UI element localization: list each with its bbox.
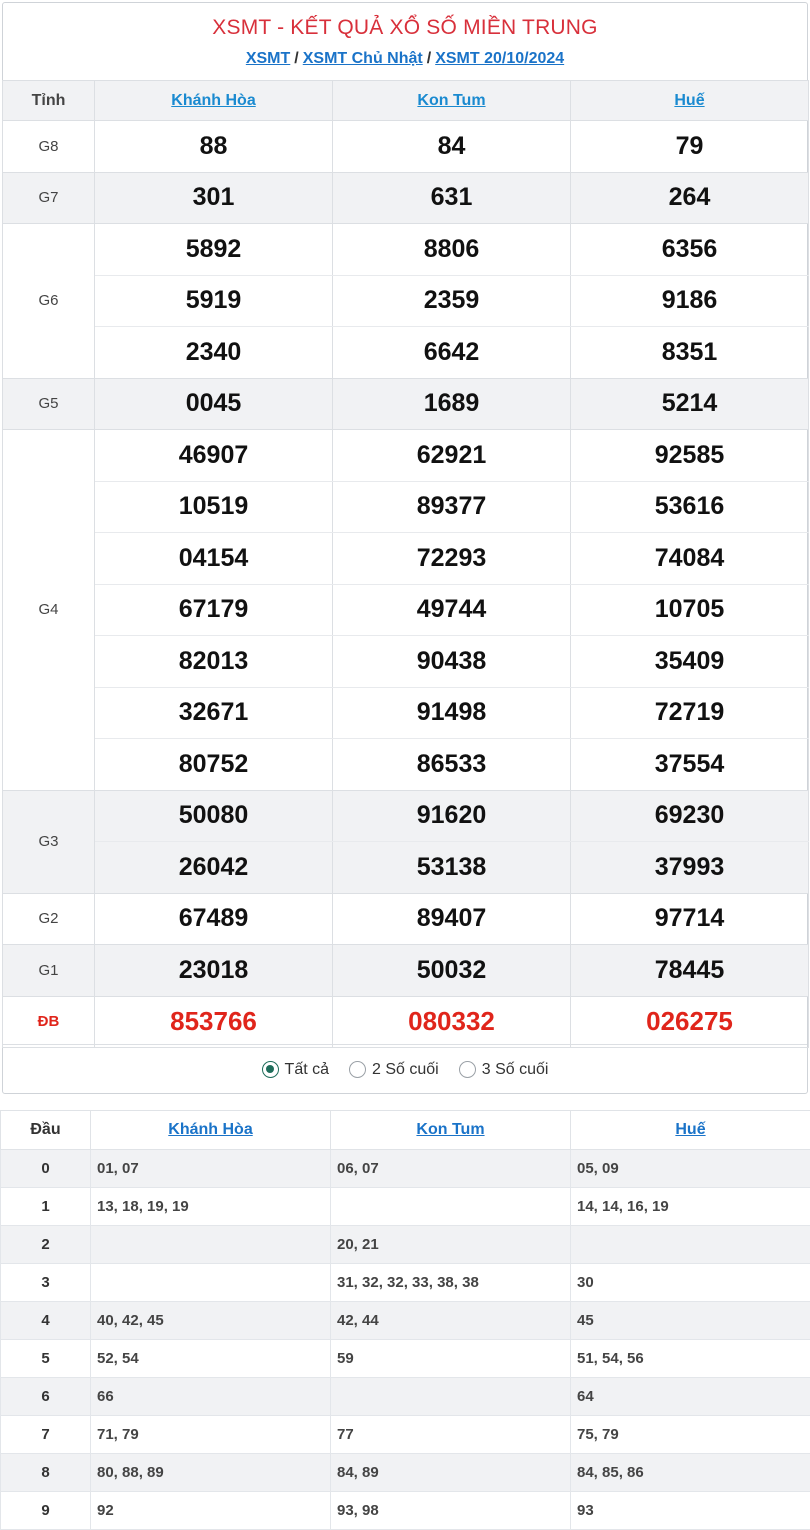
- column-header-tinh: Tỉnh: [3, 81, 95, 121]
- prize-number: 9186: [571, 275, 809, 327]
- prize-row: [3, 739, 809, 791]
- prize-number: 5214: [571, 378, 809, 430]
- prize-number: 37993: [571, 842, 809, 894]
- prize-label: G1: [3, 945, 95, 997]
- loto-row: [1, 1378, 810, 1416]
- loto-tail-numbers: [91, 1226, 331, 1264]
- prize-number: 86533: [333, 739, 571, 791]
- prize-row: [3, 790, 809, 842]
- prize-number: 80752: [95, 739, 333, 791]
- prize-number: 5919: [95, 275, 333, 327]
- loto-tail-numbers: 80, 88, 89: [91, 1454, 331, 1492]
- loto-row: [1, 1416, 810, 1454]
- loto-head-digit: 0: [1, 1150, 91, 1188]
- prize-row: [3, 121, 809, 173]
- prize-number: 78445: [571, 945, 809, 997]
- prize-label: ĐB: [3, 996, 95, 1048]
- loto-tail-numbers: 45: [571, 1302, 810, 1340]
- prize-number: 37554: [571, 739, 809, 791]
- column-header-dau: Đầu: [1, 1111, 91, 1150]
- breadcrumb-separator: /: [294, 50, 299, 67]
- results-header: [3, 3, 807, 80]
- province-link-hue[interactable]: Huế: [674, 91, 705, 109]
- column-header-province: [331, 1111, 571, 1150]
- prize-number: 10705: [571, 584, 809, 636]
- loto-tail-numbers: 31, 32, 32, 33, 38, 38: [331, 1264, 571, 1302]
- prize-label: G6: [3, 224, 95, 379]
- breadcrumb-link-xsmt-date[interactable]: XSMT 20/10/2024: [435, 50, 565, 67]
- breadcrumb: [3, 49, 807, 69]
- prize-row: [3, 842, 809, 894]
- prize-number: 10519: [95, 481, 333, 533]
- prize-number: 88: [95, 121, 333, 173]
- loto-province-link-khanh-hoa[interactable]: Khánh Hòa: [168, 1121, 253, 1138]
- loto-tail-numbers: 20, 21: [331, 1226, 571, 1264]
- loto-head-digit: 2: [1, 1226, 91, 1264]
- prize-row: [3, 893, 809, 945]
- loto-row: [1, 1340, 810, 1378]
- prize-row: [3, 687, 809, 739]
- loto-tail-numbers: 13, 18, 19, 19: [91, 1188, 331, 1226]
- column-header-province: [571, 81, 809, 121]
- prize-number: 91620: [333, 790, 571, 842]
- radio-icon[interactable]: [349, 1061, 366, 1078]
- prize-number: 0045: [95, 378, 333, 430]
- prize-label: G8: [3, 121, 95, 173]
- breadcrumb-link-xsmt[interactable]: XSMT: [245, 50, 291, 67]
- province-link-kon-tum[interactable]: Kon Tum: [417, 91, 486, 109]
- loto-tail-numbers: 64: [571, 1378, 810, 1416]
- loto-head-table: [0, 1110, 810, 1530]
- prize-number: 84: [333, 121, 571, 173]
- loto-row: [1, 1264, 810, 1302]
- loto-row: [1, 1188, 810, 1226]
- filter-option-all[interactable]: [262, 1061, 329, 1079]
- prize-row: [3, 636, 809, 688]
- prize-number: 35409: [571, 636, 809, 688]
- column-header-province: [95, 81, 333, 121]
- loto-head-digit: 8: [1, 1454, 91, 1492]
- prize-number: 72719: [571, 687, 809, 739]
- breadcrumb-separator: /: [426, 50, 432, 67]
- loto-row: [1, 1492, 810, 1530]
- loto-tail-numbers: 66: [91, 1378, 331, 1416]
- prize-number: 62921: [333, 430, 571, 482]
- prize-number: 26042: [95, 842, 333, 894]
- prize-number: 67179: [95, 584, 333, 636]
- prize-number: 69230: [571, 790, 809, 842]
- special-prize-number: 026275: [571, 996, 809, 1048]
- loto-head-digit: 7: [1, 1416, 91, 1454]
- prize-number: 46907: [95, 430, 333, 482]
- prize-number: 5892: [95, 224, 333, 276]
- prize-row: [3, 945, 809, 997]
- prize-number: 6356: [571, 224, 809, 276]
- loto-head-digit: 4: [1, 1302, 91, 1340]
- prize-label: G7: [3, 172, 95, 224]
- filter-option-2-digits[interactable]: [349, 1061, 439, 1079]
- loto-tail-numbers: 77: [331, 1416, 571, 1454]
- loto-tail-numbers: 71, 79: [91, 1416, 331, 1454]
- prize-row: [3, 224, 809, 276]
- prize-number: 97714: [571, 893, 809, 945]
- prize-row: [3, 172, 809, 224]
- prize-number: 72293: [333, 533, 571, 585]
- prize-number: 74084: [571, 533, 809, 585]
- loto-row: [1, 1302, 810, 1340]
- loto-head-digit: 6: [1, 1378, 91, 1416]
- column-header-province: [571, 1111, 810, 1150]
- results-panel: [2, 2, 808, 1094]
- prize-number: 32671: [95, 687, 333, 739]
- province-link-khanh-hoa[interactable]: Khánh Hòa: [171, 91, 256, 109]
- loto-tail-numbers: 93, 98: [331, 1492, 571, 1530]
- loto-tail-numbers: 06, 07: [331, 1150, 571, 1188]
- prize-number: 90438: [333, 636, 571, 688]
- loto-tail-numbers: 01, 07: [91, 1150, 331, 1188]
- prize-number: 23018: [95, 945, 333, 997]
- special-prize-number: 080332: [333, 996, 571, 1048]
- prize-number: 89377: [333, 481, 571, 533]
- special-prize-number: 853766: [95, 996, 333, 1048]
- loto-tail-numbers: 05, 09: [571, 1150, 810, 1188]
- prize-number: 91498: [333, 687, 571, 739]
- column-header-province: [91, 1111, 331, 1150]
- prize-label: G2: [3, 893, 95, 945]
- prize-number: 79: [571, 121, 809, 173]
- loto-tail-numbers: 93: [571, 1492, 810, 1530]
- prize-row: [3, 996, 809, 1048]
- prize-number: 50032: [333, 945, 571, 997]
- prize-row: [3, 378, 809, 430]
- prize-number: 2340: [95, 327, 333, 379]
- breadcrumb-link-xsmt-sunday[interactable]: XSMT Chủ Nhật: [302, 50, 423, 67]
- results-table: [2, 80, 809, 1048]
- loto-tail-numbers: 92: [91, 1492, 331, 1530]
- prize-label: G3: [3, 790, 95, 893]
- filter-option-label: 3 Số cuối: [481, 1060, 549, 1078]
- prize-number: 92585: [571, 430, 809, 482]
- radio-selected-icon[interactable]: [262, 1061, 279, 1078]
- loto-header-row: [1, 1111, 810, 1150]
- prize-number: 04154: [95, 533, 333, 585]
- results-header-row: [3, 81, 809, 121]
- prize-row: [3, 584, 809, 636]
- loto-tail-numbers: 42, 44: [331, 1302, 571, 1340]
- loto-head-digit: 3: [1, 1264, 91, 1302]
- prize-number: 53616: [571, 481, 809, 533]
- prize-row: [3, 481, 809, 533]
- loto-head-digit: 1: [1, 1188, 91, 1226]
- prize-row: [3, 327, 809, 379]
- filter-option-label: Tất cả: [284, 1060, 330, 1078]
- loto-tail-numbers: 84, 85, 86: [571, 1454, 810, 1492]
- digit-filter: [3, 1044, 807, 1094]
- loto-row: [1, 1150, 810, 1188]
- loto-tail-numbers: [91, 1264, 331, 1302]
- loto-tail-numbers: 14, 14, 16, 19: [571, 1188, 810, 1226]
- loto-row: [1, 1454, 810, 1492]
- loto-tail-numbers: [571, 1226, 810, 1264]
- loto-tail-numbers: 51, 54, 56: [571, 1340, 810, 1378]
- loto-tail-numbers: [331, 1378, 571, 1416]
- prize-row: [3, 533, 809, 585]
- loto-head-digit: 5: [1, 1340, 91, 1378]
- prize-number: 53138: [333, 842, 571, 894]
- prize-number: 2359: [333, 275, 571, 327]
- radio-icon[interactable]: [459, 1061, 476, 1078]
- prize-number: 50080: [95, 790, 333, 842]
- prize-number: 301: [95, 172, 333, 224]
- loto-tail-numbers: 75, 79: [571, 1416, 810, 1454]
- loto-tail-numbers: 84, 89: [331, 1454, 571, 1492]
- loto-tail-numbers: 59: [331, 1340, 571, 1378]
- loto-row: [1, 1226, 810, 1264]
- prize-number: 264: [571, 172, 809, 224]
- prize-label: G4: [3, 430, 95, 791]
- prize-number: 6642: [333, 327, 571, 379]
- prize-number: 82013: [95, 636, 333, 688]
- prize-number: 8351: [571, 327, 809, 379]
- loto-tail-numbers: 52, 54: [91, 1340, 331, 1378]
- prize-row: [3, 275, 809, 327]
- prize-number: 67489: [95, 893, 333, 945]
- loto-tail-numbers: 40, 42, 45: [91, 1302, 331, 1340]
- loto-province-link-hue[interactable]: Huế: [675, 1121, 706, 1138]
- prize-number: 1689: [333, 378, 571, 430]
- loto-tail-numbers: [331, 1188, 571, 1226]
- filter-option-3-digits[interactable]: [459, 1061, 549, 1079]
- prize-number: 49744: [333, 584, 571, 636]
- loto-province-link-kon-tum[interactable]: Kon Tum: [416, 1121, 485, 1138]
- prize-label: G5: [3, 378, 95, 430]
- prize-row: [3, 430, 809, 482]
- loto-head-digit: 9: [1, 1492, 91, 1530]
- prize-number: 631: [333, 172, 571, 224]
- prize-number: 8806: [333, 224, 571, 276]
- loto-tail-numbers: 30: [571, 1264, 810, 1302]
- filter-option-label: 2 Số cuối: [372, 1060, 439, 1078]
- page-title: XSMT - KẾT QUẢ XỔ SỐ MIỀN TRUNG: [212, 16, 598, 39]
- column-header-province: [333, 81, 571, 121]
- prize-number: 89407: [333, 893, 571, 945]
